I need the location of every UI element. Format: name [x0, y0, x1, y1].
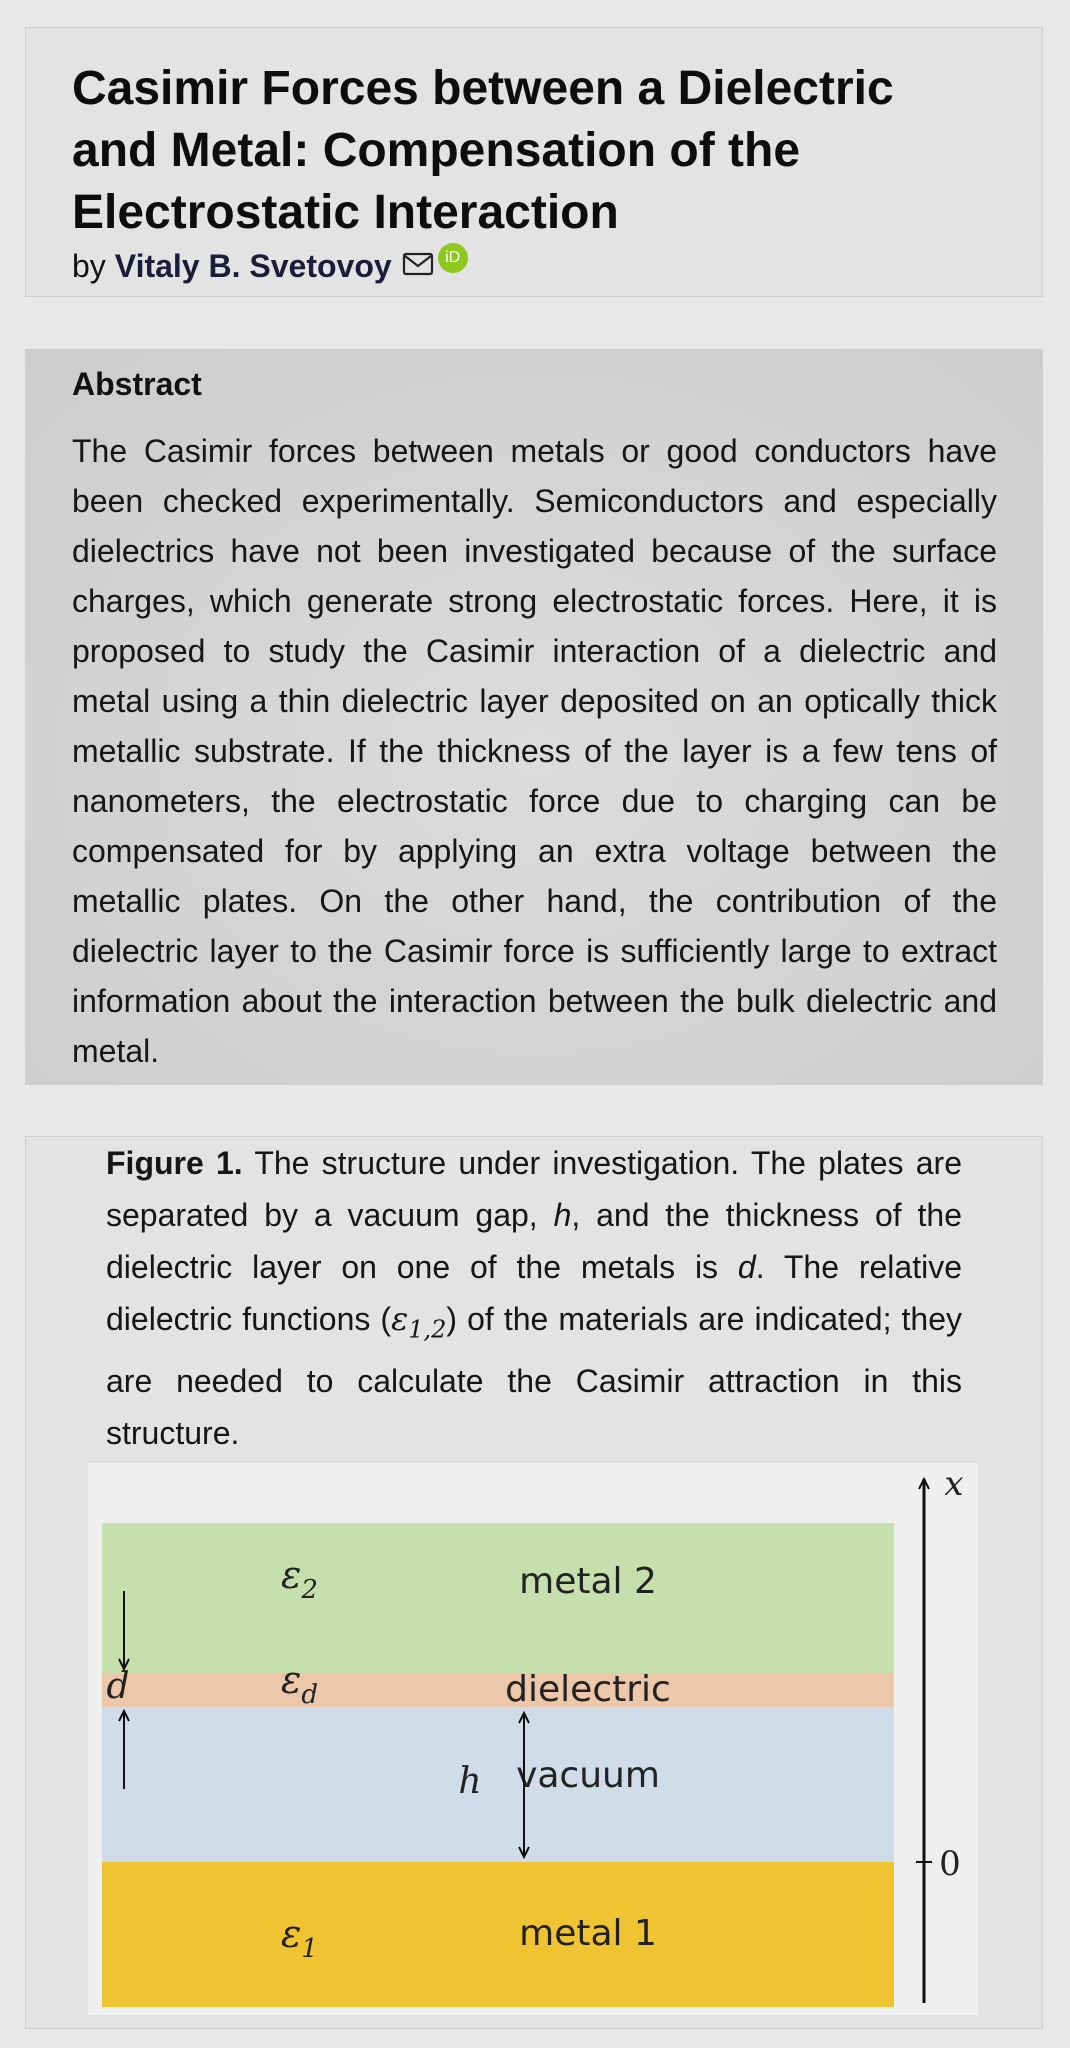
article-header — [25, 27, 1043, 297]
epsilon-d-symbol: $\varepsilon_d$ — [281, 1658, 319, 1710]
abstract-text: The Casimir forces between metals or good conductors have been checked experimentally. Semiconductors and especially dielectrics have not been investigated because of the surface charges, which generate strong electrostatic forces. Here, it is proposed to study the Casimir interaction of a dielectric and metal using a thin dielectric layer deposited on an optically thick metallic substrate. If the thickness of the layer is a few tens of nanometers, the electrostatic force due to charging can be compensated for by applying an extra voltage between the metallic plates. On the other hand, the contribution of the dielectric layer to the Casimir force is sufficiently large to extract information about the interaction between the bulk dielectric and metal. — [72, 433, 997, 1069]
figure-section — [25, 1136, 1043, 2029]
x-axis-label: x — [944, 1464, 964, 1504]
byline — [72, 246, 468, 286]
caption-epsilon-sub: 1,2 — [408, 1315, 447, 1344]
zero-label: 0 — [939, 1844, 961, 1884]
layer-metal-1 — [102, 1862, 894, 2007]
epsilon-1-symbol: $\varepsilon_1$ — [281, 1912, 318, 1964]
h-label: h — [458, 1761, 482, 1802]
mail-icon[interactable] — [402, 246, 434, 286]
caption-epsilon: ε — [391, 1300, 409, 1338]
caption-text-3: . The relative dielectric functions ( — [106, 1249, 963, 1337]
label-metal-2: metal 2 — [519, 1561, 657, 1602]
label-dielectric: dielectric — [505, 1669, 671, 1710]
d-label: d — [106, 1666, 130, 1707]
caption-d: d — [737, 1249, 756, 1285]
author-name-link[interactable]: Vitaly B. Svetovoy — [114, 248, 392, 284]
epsilon-2-symbol: $\varepsilon_2$ — [281, 1553, 318, 1605]
structure-diagram — [88, 1463, 978, 2015]
figure-label: Figure 1. — [106, 1145, 243, 1181]
label-vacuum: vacuum — [516, 1755, 660, 1796]
by-label: by — [72, 248, 106, 284]
caption-text-4: ) of the materials are indicated; they are needed to calculate the Casimir attraction in this structure. — [106, 1301, 963, 1452]
label-metal-1: metal 1 — [519, 1913, 657, 1954]
layer-metal-2 — [102, 1523, 894, 1673]
layer-dielectric — [102, 1673, 894, 1707]
abstract-heading: Abstract — [72, 366, 202, 402]
caption-text-1: The structure under investigation. The plates are separated by a vacuum gap, — [106, 1145, 963, 1233]
orcid-icon[interactable]: iD — [438, 243, 468, 273]
layer-vacuum — [102, 1707, 894, 1862]
caption-text-2: , and the thickness of the dielectric layer on one of the metals is — [106, 1197, 963, 1285]
article-title: Casimir Forces between a Dielectric and Metal: Compensation of the Electrostatic Interaction — [72, 62, 894, 239]
figure-caption — [106, 1137, 962, 1459]
caption-h: h — [553, 1197, 572, 1233]
abstract-section — [25, 349, 1043, 1085]
